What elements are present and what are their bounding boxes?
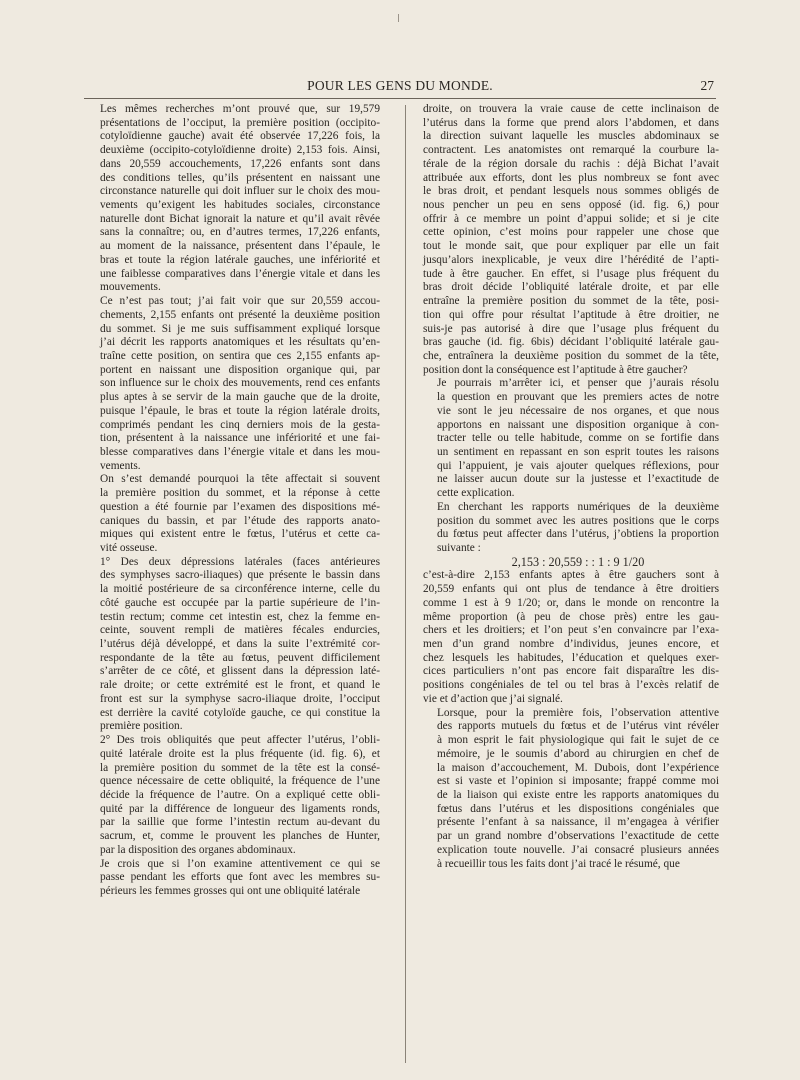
text-line: vie et d’action que j’ai signalé. <box>423 692 563 705</box>
text-line: circonstance naturelle qui doit influer sur le choix des mou- <box>100 185 380 198</box>
text-line: suis-je pas autorisé à dire que l’usage plus fréquent du <box>423 322 719 335</box>
text-line: ceinte, souvent rempli de matières fécales endurcies, <box>100 624 380 637</box>
text-line: testin rectum; comme cet intestin est, chez la femme en- <box>100 610 380 623</box>
text-line: fœtus dans l’utérus et les dispositions congéniales que <box>437 802 719 815</box>
paragraph <box>423 569 719 706</box>
text-line: tion qui offre pour résultat l’aptitude à être droitier, ne <box>423 308 719 321</box>
page-number: 27 <box>700 78 714 93</box>
text-line: comprimés pendant les cinq derniers mois de la gesta- <box>100 418 380 431</box>
text-line: suivante : <box>437 542 481 554</box>
text-line: front est sur la symphyse sacro-iliaque droite, l’occiput <box>100 692 380 705</box>
text-line: question a été fournie par l’examen des dispositions mé- <box>100 500 380 513</box>
text-line: caniques du bassin, et par l’étude des rapports anato- <box>100 514 380 527</box>
paragraph <box>86 295 380 473</box>
text-line: mouvements. <box>100 281 161 294</box>
text-line: tude à être gaucher. En effet, si l’usage plus fréquent du <box>423 267 719 280</box>
text-line: puisque l’épaule, le bras et toute la région latérale droits, <box>100 404 380 417</box>
text-line: à recueillir tous les faits dont j’ai tracé le résumé, que <box>437 857 680 870</box>
paragraph <box>86 103 380 295</box>
text-line: droite, on trouvera la vraie cause de cette inclinaison de <box>423 103 719 115</box>
text-line: cices particuliers n’ont pas encore fait disparaître les dis- <box>423 665 719 678</box>
text-line: la maison d’accouchement, M. Dubois, dont l’expérience <box>437 761 719 774</box>
text-line: de la liaison qui existe entre les rapports anatomiques du <box>437 788 719 801</box>
text-line: passe pendant les efforts que font avec les membres su- <box>100 871 380 884</box>
text-line: che, entraînera la deuxième position du sommet de la tête, <box>423 349 719 362</box>
text-line: côté gauche est occupée par la partie supérieure de l’in- <box>100 596 380 609</box>
text-line: Lorsque, pour la première fois, l’observation attentive <box>437 706 719 719</box>
text-line: l’utérus déjà développé, et dans la suite l’extrémité cor- <box>100 638 380 651</box>
page-header <box>84 78 716 99</box>
paragraph <box>86 858 380 899</box>
text-line: présentations de l’occiput, la première position (occipito- <box>100 116 380 129</box>
text-line: ne laisser aucun doute sur la justesse et l’exactitude de <box>437 473 719 486</box>
text-line: décide la fréquence de l’autre. On a expliqué cette obli- <box>100 788 380 801</box>
text-line: Ce n’est pas tout; j’ai fait voir que sur 20,559 accou- <box>100 295 380 308</box>
text-line: tracter telle ou telle habitude, comme on se fortifie dans <box>437 432 719 445</box>
text-line: vements qu’exigent les habitudes sociales, circonstance <box>100 199 380 212</box>
text-line: On s’est demandé pourquoi la tête affectait si souvent <box>100 473 380 486</box>
text-line: quité par la différence de longueur des ligaments ronds, <box>100 802 380 815</box>
text-line: offrir à ce membre un point d’appui solide; et si je cite <box>423 212 719 225</box>
text-line: des rapports mutuels du fœtus et de l’utérus vint révéler <box>437 720 719 733</box>
text-line: cette opinion, c’est moins pour rappeler une chose que <box>423 226 719 239</box>
text-line: explication toute nouvelle. J’ai consacré plusieurs années <box>437 843 719 856</box>
text-line: par un grand nombre d’observations l’exactitude de cette <box>437 830 719 843</box>
text-line: la direction suivant laquelle les muscles abdominaux se <box>423 130 719 143</box>
text-line: la première position du sommet, et la réponse à cette <box>100 487 380 500</box>
right-column-lower <box>423 569 719 871</box>
text-line: En cherchant les rapports numériques de la deuxième <box>437 500 719 513</box>
text-line: même proportion (à peu de chose près) entre les gau- <box>423 610 719 623</box>
text-line: naturelle dont Bichat ignorait la nature et qu’il avait rêvée <box>100 212 380 225</box>
text-line: vie sont le jeu nécessaire de nos organes, et que nous <box>437 404 719 417</box>
text-line: quité latérale droite est la plus fréquente (id. fig. 6), et <box>100 747 380 760</box>
text-line: jusqu’alors inexplicable, je veux dire l’hérédité de l’apti- <box>423 253 719 266</box>
text-line: chements, 2,155 enfants ont présenté la deuxième position <box>100 308 380 321</box>
right-column <box>423 103 719 871</box>
text-line: bras droit décide l’obliquité latérale droite, et par elle <box>423 281 719 294</box>
text-line: chez lesquels les habitudes, l’éducation et quelques exer- <box>423 651 719 664</box>
text-line: par la disposition des organes abdominaux. <box>100 843 296 856</box>
text-line: bras et toute la région latérale gauches, une infériorité et <box>100 253 380 266</box>
text-line: le bras droit, et pendant lesquels nous sommes obligés de <box>423 185 719 198</box>
text-line: miques qui existent entre le fœtus, l’utérus et cette ca- <box>100 528 380 541</box>
paragraph <box>423 377 719 500</box>
text-line: la première position du sommet de la tête est la consé- <box>100 761 380 774</box>
text-line: est derrière la cavité cotyloïde gauche, ce qui constitue la <box>100 706 380 719</box>
text-line: entraîne la première position du sommet de la tête, posi- <box>423 295 719 308</box>
text-line: dans 20,559 accouchements, 17,226 enfants sont dans <box>100 157 380 170</box>
running-title: POUR LES GENS DU MONDE. <box>307 78 493 93</box>
text-line: vité osseuse. <box>100 542 158 554</box>
text-line: Les mêmes recherches m’ont prouvé que, sur 19,579 <box>100 103 380 115</box>
text-line: Je crois que si l’on examine attentivement ce qui se <box>100 857 380 870</box>
text-line: plus aptes à se servir de la main gauche que de la droite, <box>100 391 380 404</box>
text-line: qui l’appuient, je vais ajouter quelques réflexions, pour <box>437 459 719 472</box>
text-line: chers et les droitiers; et l’on peut s’en convaincre par l’exa- <box>423 624 719 637</box>
right-column-upper <box>423 103 719 556</box>
text-line: son influence sur le choix des mouvements, rend ces enfants <box>100 377 380 390</box>
left-column <box>86 103 380 899</box>
text-line: positions congéniales de tel ou tel bras à l’excès relatif de <box>423 679 719 692</box>
text-line: périeurs les femmes grosses qui ont une obliquité latérale <box>100 884 361 897</box>
text-line: vements. <box>100 459 141 472</box>
text-line: bras gauche (id. fig. 6bis) décidant l’obliquité latérale gau- <box>423 336 719 349</box>
proportion-formula: 2,153 : 20,559 : : 1 : 9 1/20 <box>511 554 645 569</box>
text-line: la question en prouvant que les premiers actes de notre <box>437 391 719 404</box>
text-line: des symphyses sacro-iliaques) que présente le bassin dans <box>100 569 380 582</box>
text-line: au moment de la naissance, présentent dans l’épaule, le <box>100 240 380 253</box>
text-line: du sommet. Si je me suis suffisamment expliqué lorsque <box>100 322 380 335</box>
text-line: apportons en naissant une disposition organique à con- <box>437 418 719 431</box>
text-line: s’arrêter de ce côté, et glissent dans la dépression laté- <box>100 665 380 678</box>
text-line: présente l’enfant à sa naissance, il m’engagea à vérifier <box>437 816 719 829</box>
text-line: attribuée aux efforts, dont les plus nombreux se font avec <box>423 171 719 184</box>
text-line: sans la connaître; ou, en d’autres termes, 17,226 enfants, <box>100 226 380 239</box>
paragraph <box>86 473 380 555</box>
text-line: par la saillie que forme l’intestin rectum au-devant du <box>100 816 380 829</box>
text-line: mémoire, je le soumis d’abord au chirurgien en chef de <box>437 747 719 760</box>
text-line: portent en naissant une disposition organique qui, par <box>100 363 380 376</box>
text-line: 2° Des trois obliquités que peut affecter l’utérus, l’obli- <box>100 734 380 747</box>
text-line: première position. <box>100 720 183 733</box>
text-line: traîne cette position, on sentira que ces 2,155 enfants ap- <box>100 349 380 362</box>
text-line: est si vaste et l’opinion si imposante; frappé comme moi <box>437 775 719 788</box>
column-divider <box>405 105 406 1063</box>
text-line: à mon esprit le fait physiologique qui fait le sujet de ce <box>437 734 719 747</box>
text-line: rale droite; or cette extrémité est le front, et quand le <box>100 679 380 692</box>
text-line: position du sommet avec les autres positions que le corps <box>437 514 719 527</box>
text-line: c’est-à-dire 2,153 enfants aptes à être gauchers sont à <box>423 569 719 582</box>
text-line: la moitié postérieure de sa circonférence interne, celle du <box>100 583 380 596</box>
text-line: comme 1 est à 9 1/20; or, dans le monde on rencontre la <box>423 596 719 609</box>
text-line: cette explication. <box>437 487 515 500</box>
paragraph <box>86 734 380 857</box>
text-line: contractent. Les anatomistes ont remarqué la courbure la- <box>423 144 719 157</box>
paragraph <box>86 556 380 734</box>
margin-mark <box>398 14 399 22</box>
text-line: position dont la conséquence est l’aptitude à être gaucher? <box>423 363 688 376</box>
text-line: térale de la région dorsale du rachis : déjà Bichat l’avait <box>423 157 719 170</box>
text-line: sacrum, et, comme le prouvent les planches de Hunter, <box>100 830 380 843</box>
text-line: l’utérus dans la forme que prend alors l’abdomen, et dans <box>423 116 719 129</box>
text-line: du fœtus peut affecter dans l’utérus, j’obtiens la proportion <box>437 528 719 541</box>
text-line: deuxième (occipito-cotyloïdienne droite) 2,153 fois. Ainsi, <box>100 144 380 157</box>
text-line: men d’un grand nombre d’individus, jeunes encore, et <box>423 638 719 651</box>
text-line: quence nécessaire de cette obliquité, la fréquence de l’une <box>100 775 380 788</box>
text-line: des conditions telles, qu’ils présentent en naissant une <box>100 171 380 184</box>
text-line: respondante de la tête au fœtus, peuvent difficilement <box>100 651 380 664</box>
text-line: j’ai décrit les rapports anatomiques et les résultats qu’en- <box>100 336 380 349</box>
text-line: blesse comparatives dans l’énergie vitale et dans les mou- <box>100 445 380 458</box>
paragraph <box>423 103 719 377</box>
text-line: nous pencher un peu en sens opposé (id. fig. 6,) pour <box>423 199 719 212</box>
paragraph <box>423 501 719 556</box>
text-line: tout le monde sait, que pour expliquer par elle un fait <box>423 240 719 253</box>
text-line: tion, présentent à la naissance une infériorité et une fai- <box>100 432 380 445</box>
text-line: une faiblesse comparatives dans l’énergie vitale et dans les <box>100 267 380 280</box>
paragraph <box>423 707 719 872</box>
text-line: 20,559 enfants qui ont plus de tendance à être droitiers <box>423 583 719 596</box>
text-line: Je pourrais m’arrêter ici, et penser que j’aurais résolu <box>437 377 719 390</box>
text-line: cotyloïdienne gauche) avait été observée 17,226 fois, la <box>100 130 380 143</box>
text-line: 1° Des deux dépressions latérales (faces antérieures <box>100 555 380 568</box>
text-line: un sentiment en repassant en son esprit toutes les raisons <box>437 445 719 458</box>
